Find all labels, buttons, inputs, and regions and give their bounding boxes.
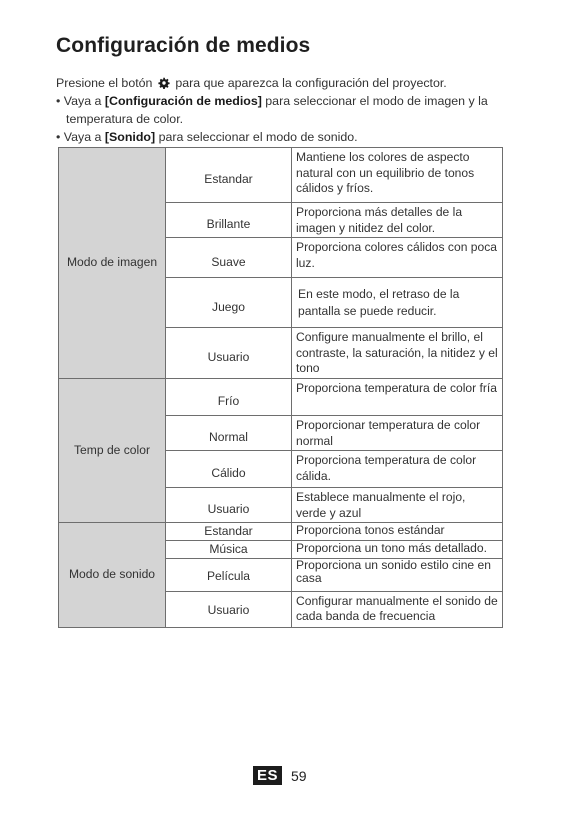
bullet-item [56, 92, 526, 128]
mode-cell: Película [166, 558, 292, 591]
mode-cell: Estandar [166, 523, 292, 541]
table-row [59, 148, 503, 203]
description-cell: Proporciona temperatura de color cálida. [292, 451, 503, 488]
mode-cell: Brillante [166, 203, 292, 238]
mode-cell: Cálido [166, 451, 292, 488]
page-number: 59 [291, 767, 307, 784]
intro-line [56, 74, 526, 92]
description-cell: Establece manualmente el rojo, verde y azul [292, 488, 503, 523]
intro-text [56, 74, 526, 146]
description-cell: Proporciona más detalles de la imagen y nitidez del color. [292, 203, 503, 238]
description-cell: Proporciona temperatura de color fría [292, 379, 503, 416]
intro-line-end: para que aparezca la configuración del proyector. [175, 76, 447, 90]
mode-cell: Juego [166, 278, 292, 328]
table-row [59, 379, 503, 416]
description-cell: Proporciona un tono más detallado. [292, 541, 503, 559]
description-cell: Proporciona colores cálidos con poca luz. [292, 238, 503, 278]
page-title: Configuración de medios [56, 34, 311, 57]
mode-cell: Usuario [166, 328, 292, 379]
description-cell: En este modo, el retraso de la pantalla se puede reducir. [292, 278, 503, 328]
category-cell: Modo de imagen [59, 148, 166, 379]
table-row [59, 523, 503, 541]
gear-icon [158, 77, 170, 89]
description-cell: Configure manualmente el brillo, el contraste, la saturación, la nitidez y el tono [292, 328, 503, 379]
description-cell: Configurar manualmente el sonido de cada banda de frecuencia [292, 591, 503, 627]
description-cell: Proporciona un sonido estilo cine en casa [292, 558, 503, 591]
bullet-text: para seleccionar el modo de imagen y la temperatura de color. [66, 94, 488, 126]
bullet-prefix: • Vaya a [56, 94, 105, 108]
menu-reference: [Sonido] [104, 130, 156, 144]
page-footer [253, 766, 307, 785]
mode-cell: Estandar [166, 148, 292, 203]
description-cell: Proporcionar temperatura de color normal [292, 416, 503, 451]
bullet-item [56, 128, 526, 146]
mode-cell: Usuario [166, 488, 292, 523]
description-cell: Proporciona tonos estándar [292, 523, 503, 541]
mode-cell: Normal [166, 416, 292, 451]
description-cell: Mantiene los colores de aspecto natural con un equilibrio de tonos cálidos y fríos. [292, 148, 503, 203]
mode-cell: Usuario [166, 591, 292, 627]
menu-reference: [Configuración de medios] [104, 94, 262, 108]
language-badge: ES [253, 766, 282, 785]
mode-cell: Suave [166, 238, 292, 278]
bullet-text: para seleccionar el modo de sonido. [155, 130, 358, 144]
settings-table [58, 147, 503, 628]
intro-line-start: Presione el botón [56, 76, 153, 90]
bullet-prefix: • Vaya a [56, 130, 105, 144]
mode-cell: Frío [166, 379, 292, 416]
mode-cell: Música [166, 541, 292, 559]
category-cell: Temp de color [59, 379, 166, 523]
category-cell: Modo de sonido [59, 523, 166, 628]
